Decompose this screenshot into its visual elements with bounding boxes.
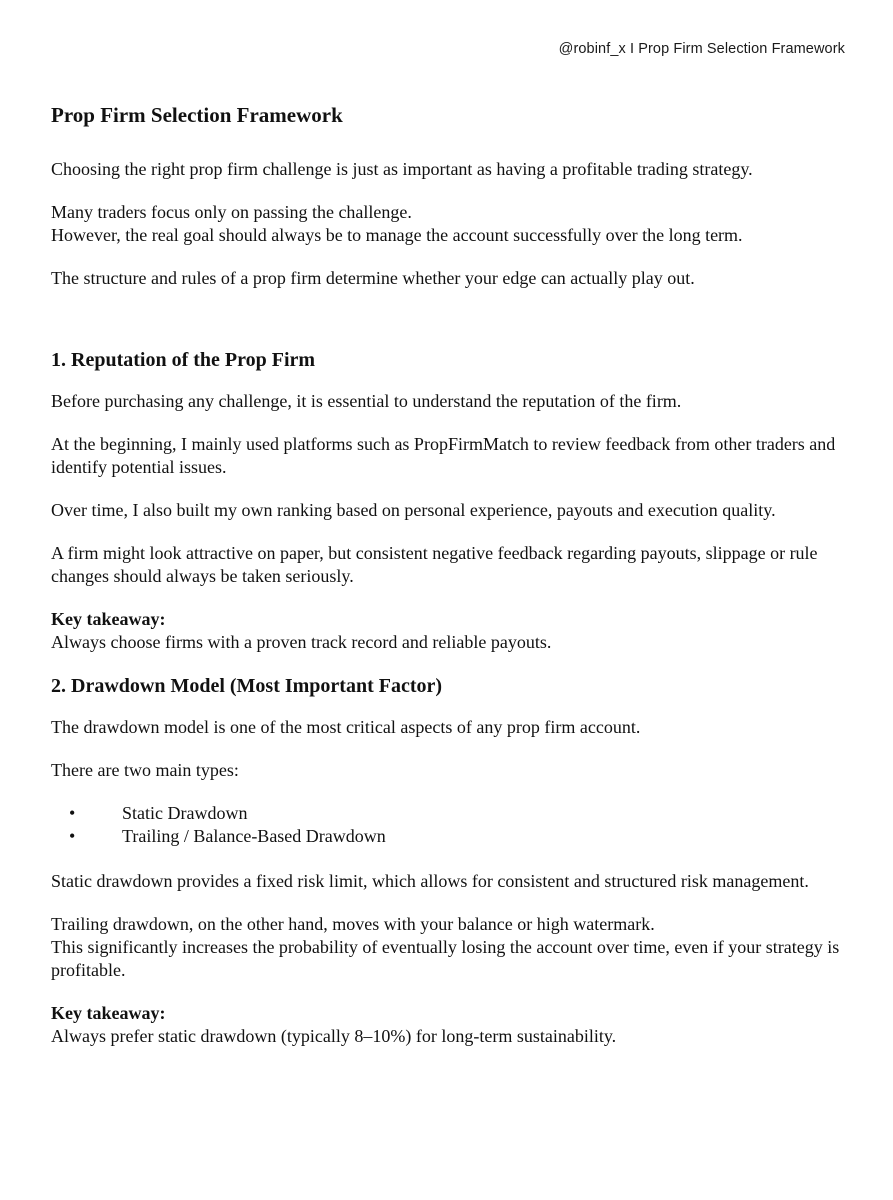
section-paragraph: Before purchasing any challenge, it is essential to understand the reputation of the firm.: [51, 391, 682, 411]
intro-line: However, the real goal should always be to manage the account successfully over the long term.: [51, 225, 743, 245]
key-takeaway-reputation: [51, 608, 851, 654]
section-paragraph: [51, 913, 851, 982]
list-item: [63, 802, 851, 825]
key-takeaway-text: Always choose firms with a proven track record and reliable payouts.: [51, 632, 552, 652]
section-paragraph: Over time, I also built my own ranking based on personal experience, payouts and execution quality.: [51, 500, 776, 520]
intro-paragraph: [51, 158, 851, 181]
section-paragraph: A firm might look attractive on paper, but consistent negative feedback regarding payouts, slippage or rule changes should always be taken seriously.: [51, 543, 818, 586]
key-takeaway-label: Key takeaway:: [51, 1003, 166, 1023]
bullet-icon: •: [69, 826, 76, 846]
section-paragraph: There are two main types:: [51, 760, 239, 780]
intro-line: The structure and rules of a prop firm determine whether your edge can actually play out.: [51, 268, 695, 288]
section-heading-drawdown: 2. Drawdown Model (Most Important Factor): [51, 675, 443, 697]
drawdown-types-list: [51, 802, 851, 848]
bullet-icon: •: [69, 803, 76, 823]
list-item-text: Trailing / Balance-Based Drawdown: [122, 826, 386, 846]
intro-paragraph: [51, 201, 851, 247]
intro-line: Choosing the right prop firm challenge is just as important as having a profitable trading strategy.: [51, 159, 753, 179]
running-header: @robinf_x I Prop Firm Selection Framework: [558, 41, 845, 57]
section-paragraph: At the beginning, I mainly used platforms such as PropFirmMatch to review feedback from other traders and identify potential issues.: [51, 434, 836, 477]
key-takeaway-label: Key takeaway:: [51, 609, 166, 629]
section-paragraph: The drawdown model is one of the most critical aspects of any prop firm account.: [51, 717, 641, 737]
section-heading-reputation: 1. Reputation of the Prop Firm: [51, 349, 316, 371]
intro-paragraph: [51, 267, 851, 290]
key-takeaway-drawdown: [51, 1002, 851, 1048]
document-title: Prop Firm Selection Framework: [51, 103, 343, 127]
list-item-text: Static Drawdown: [122, 803, 248, 823]
intro-line: Many traders focus only on passing the challenge.: [51, 202, 412, 222]
key-takeaway-text: Always prefer static drawdown (typically 8–10%) for long-term sustainability.: [51, 1026, 617, 1046]
paragraph-line: Trailing drawdown, on the other hand, moves with your balance or high watermark.: [51, 914, 655, 934]
document-body: [51, 101, 851, 1067]
section-paragraph: Static drawdown provides a fixed risk limit, which allows for consistent and structured risk management.: [51, 871, 809, 891]
list-item: [63, 825, 851, 848]
paragraph-line: This significantly increases the probability of eventually losing the account over time, even if your strategy is profitable.: [51, 937, 840, 980]
